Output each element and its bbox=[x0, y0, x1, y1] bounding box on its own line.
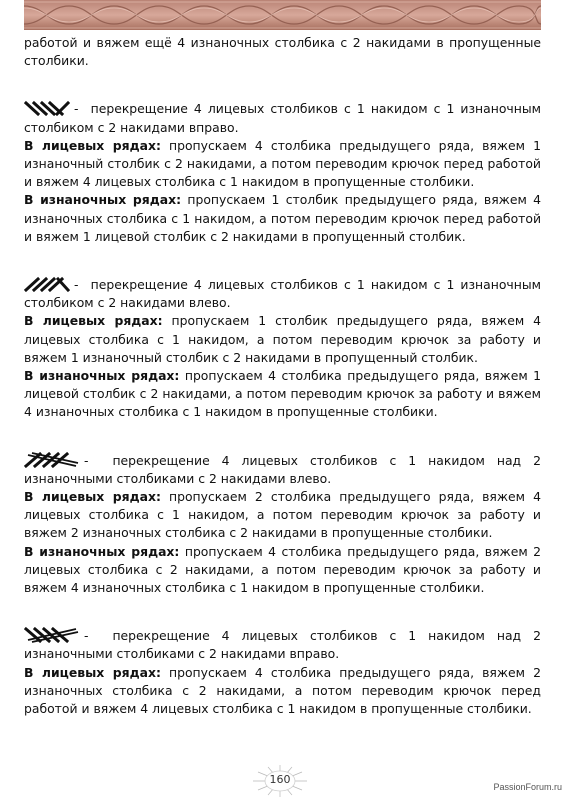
cross-right-1-icon bbox=[24, 100, 70, 116]
row-instruction: В изнаночных рядах: пропускаем 4 столбика предыдущего ряда, вяжем 2 лицевых столбика с 2 накидами, а потом переводим крючок за работу и вяжем 4 изнаночных столбика с 1 накидом в пропущенные столбики. bbox=[24, 543, 541, 596]
cross-right-2-icon bbox=[24, 627, 80, 643]
cross-left-1-icon bbox=[24, 276, 70, 292]
document-body bbox=[24, 34, 541, 718]
symbol-entry: - перекрещение 4 лицевых столбиков с 1 накидом над 2 изнаночными столбиками с 2 накидами вправо. В лицевых рядах: пропускаем 4 столбика предыдущего ряда, вяжем 2 изнаночных столбика с 2 накидами, а потом переводим крючок перед работой и вяжем 4 лицевых столбика с 1 накидом в пропущенные столбики. bbox=[24, 627, 541, 718]
symbol-entry: - перекрещение 4 лицевых столбиков с 1 накидом с 1 изнаночным столбиком с 2 накидами вправо. В лицевых рядах: пропускаем 4 столбика предыдущего ряда, вяжем 1 изнаночный столбик с 2 накидами, а потом переводим крючок перед работой и вяжем 4 лицевых столбика с 1 накидом в пропущенные столбики. В изнаночных рядах: пропускаем 1 столбик предыдущего ряда, вяжем 4 изнаночных столбика с 1 накидом, а потом переводим крючок перед работой и вяжем 1 лицевой столбик с 2 накидами в пропущенный столбик. bbox=[24, 100, 541, 246]
site-watermark: PassionForum.ru bbox=[493, 782, 562, 792]
cross-left-2-icon bbox=[24, 452, 80, 468]
symbol-definition: перекрещение 4 лицевых столбиков с 1 накидом над 2 изнаночными столбиками с 2 накидами вправо. bbox=[24, 628, 541, 662]
symbol-definition: перекрещение 4 лицевых столбиков с 1 накидом с 1 изнаночным столбиком с 2 накидами вправо. bbox=[24, 101, 541, 135]
symbol-definition: перекрещение 4 лицевых столбиков с 1 накидом с 1 изнаночным столбиком с 2 накидами влево. bbox=[24, 277, 541, 311]
row-instruction: В лицевых рядах: пропускаем 2 столбика предыдущего ряда, вяжем 4 лицевых столбика с 1 накидом, а потом переводим крючок за работу и вяжем 2 изнаночных столбика с 2 накидами в пропущенные столбики. bbox=[24, 489, 541, 541]
row-instruction: В лицевых рядах: пропускаем 1 столбик предыдущего ряда, вяжем 4 лицевых столбика с 1 накидом, а потом переводим крючок за работу и вяжем 1 изнаночный столбик с 2 накидами в пропущенный столбик. bbox=[24, 313, 541, 365]
symbol-definition: перекрещение 4 лицевых столбиков с 1 накидом над 2 изнаночными столбиками с 2 накидами влево. bbox=[24, 452, 541, 486]
row-instruction: В лицевых рядах: пропускаем 4 столбика предыдущего ряда, вяжем 1 изнаночный столбик с 2 накидами, а потом переводим крючок перед работой и вяжем 4 лицевых столбика с 1 накидом в пропущенные столбики. bbox=[24, 137, 541, 190]
intro-paragraph: работой и вяжем ещё 4 изнаночных столбика с 2 накидами в пропущенные столбики. bbox=[24, 35, 541, 69]
page-number: 160 bbox=[269, 773, 291, 786]
symbol-entry: - перекрещение 4 лицевых столбиков с 1 накидом над 2 изнаночными столбиками с 2 накидами влево. В лицевых рядах: пропускаем 2 столбика предыдущего ряда, вяжем 4 лицевых столбика с 1 накидом, а потом переводим крючок за работу и вяжем 2 изнаночных столбика с 2 накидами в пропущенные столбики. В изнаночных рядах: пропускаем 4 столбика предыдущего ряда, вяжем 2 лицевых столбика с 2 накидами, а потом переводим крючок за работу и вяжем 4 изнаночных столбика с 1 накидом в пропущенные столбики. bbox=[24, 452, 541, 598]
cable-knit-banner bbox=[24, 0, 541, 30]
row-instruction: В изнаночных рядах: пропускаем 1 столбик предыдущего ряда, вяжем 4 изнаночных столбика с 1 накидом, а потом переводим крючок перед работой и вяжем 1 лицевой столбик с 2 накидами в пропущенный столбик. bbox=[24, 192, 541, 244]
row-instruction: В изнаночных рядах: пропускаем 4 столбика предыдущего ряда, вяжем 1 лицевой столбик с 2 накидами, а потом переводим крючок за работу и вяжем 4 изнаночных столбика с 1 накидом в пропущенные столбики. bbox=[24, 368, 541, 420]
symbol-entry: - перекрещение 4 лицевых столбиков с 1 накидом с 1 изнаночным столбиком с 2 накидами влево. В лицевых рядах: пропускаем 1 столбик предыдущего ряда, вяжем 4 лицевых столбика с 1 накидом, а потом переводим крючок за работу и вяжем 1 изнаночный столбик с 2 накидами в пропущенный столбик. В изнаночных рядах: пропускаем 4 столбика предыдущего ряда, вяжем 1 лицевой столбик с 2 накидами, а потом переводим крючок за работу и вяжем 4 изнаночных столбика с 1 накидом в пропущенные столбики. bbox=[24, 276, 541, 422]
row-instruction: В лицевых рядах: пропускаем 4 столбика предыдущего ряда, вяжем 2 изнаночных столбика с 2 накидами, а потом переводим крючок перед работой и вяжем 4 лицевых столбика с 1 накидом в пропущенные столбики. bbox=[24, 664, 541, 717]
